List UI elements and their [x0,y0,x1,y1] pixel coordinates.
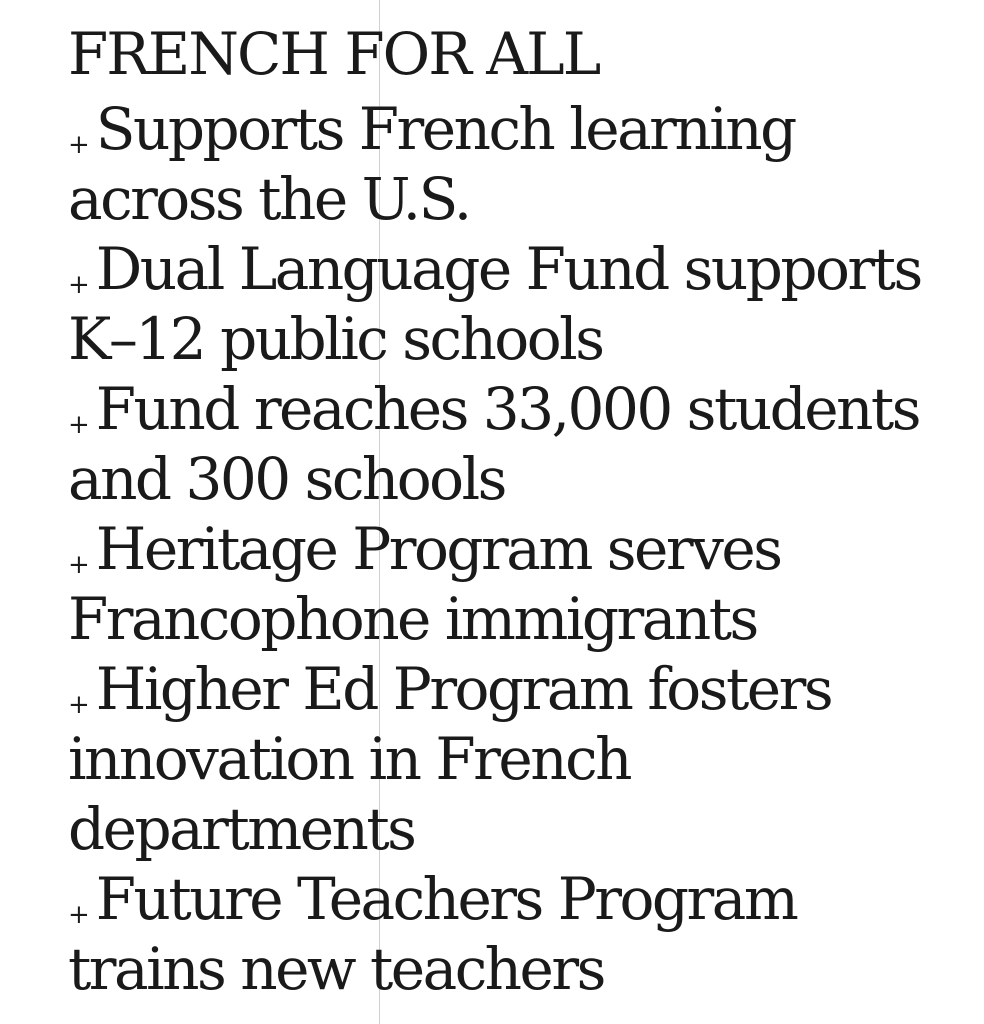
plus-icon: + [68,550,90,580]
list-item [68,864,968,1004]
plus-icon: + [68,270,90,300]
list-item [68,654,968,864]
list-item [68,234,968,374]
list-item-text: Future Teachers Program trains new teachers [68,865,797,1003]
plus-icon: + [68,690,90,720]
list-item-text: Dual Language Fund supports K–12 public schools [68,235,921,373]
list-item-text: Supports French learning across the U.S. [68,95,795,233]
french-for-all-panel [68,14,968,1004]
plus-icon: + [68,130,90,160]
feature-list [68,94,968,1004]
list-item [68,94,968,234]
plus-icon: + [68,900,90,930]
list-item-text: Fund reaches 33,000 students and 300 schools [68,375,919,513]
list-item [68,514,968,654]
list-item-text: Higher Ed Program fosters innovation in French departments [68,655,832,863]
section-heading: FRENCH FOR ALL [68,20,600,88]
list-item [68,374,968,514]
plus-icon: + [68,410,90,440]
list-item-text: Heritage Program serves Francophone immigrants [68,515,781,653]
